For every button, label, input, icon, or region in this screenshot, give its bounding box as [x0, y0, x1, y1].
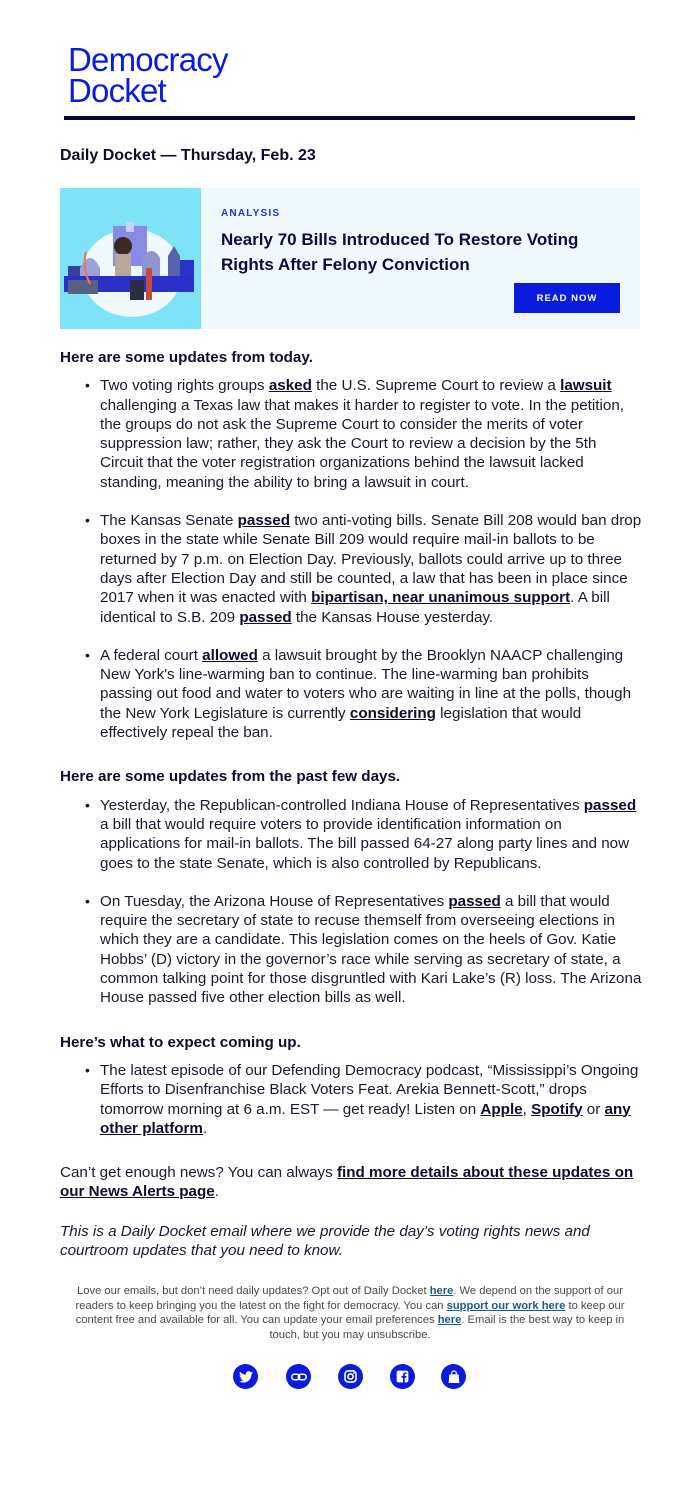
other-platform-link[interactable]: any other platform: [100, 1100, 631, 1137]
banner-illustration[interactable]: [60, 188, 201, 329]
considering-link[interactable]: considering: [349, 704, 436, 722]
social-links: [0, 1364, 700, 1390]
text: a bill that would require voters to provide identification information on applications for mail-in ballots. The bill passed 64-27 along party lines and now goes to the state Senate, which is also controlled by Republicans.: [100, 815, 630, 872]
email-body: [60, 348, 642, 1280]
passed-house-link[interactable]: passed: [239, 608, 292, 626]
list-item: [100, 892, 642, 1008]
facebook-icon: [396, 1370, 409, 1383]
link-button[interactable]: [286, 1364, 311, 1389]
header-divider: [64, 116, 635, 120]
list-item: [100, 646, 642, 742]
lawsuit-link[interactable]: lawsuit: [560, 377, 612, 395]
opt-out-link[interactable]: here: [429, 1285, 454, 1297]
text: . Email is the best way to keep in touch, but you may unsubscribe.: [269, 1314, 625, 1341]
past-updates-list: [60, 796, 642, 1008]
read-now-button[interactable]: READ NOW: [514, 283, 620, 313]
text: Can’t get enough news? You can always: [60, 1164, 337, 1182]
text: .: [214, 1183, 219, 1201]
text: Love our emails, but don’t need daily updates? Opt out of Daily Docket: [77, 1285, 430, 1297]
banner-headline[interactable]: Nearly 70 Bills Introduced To Restore Voting Rights After Felony Conviction: [221, 230, 579, 274]
twitter-button[interactable]: [233, 1364, 258, 1389]
text: The latest episode of our Defending Democracy podcast, “Mississippi’s Ongoing Efforts to Disenfranchise Black Voters Feat. Arekia Bennett-Scott,” drops tomorrow morning at 6 a.m. EST — get ready! Listen on: [100, 1061, 639, 1118]
bipartisan-support-link[interactable]: bipartisan, near unanimous support: [311, 589, 571, 607]
facebook-button[interactable]: [390, 1364, 415, 1389]
list-item: [100, 1061, 642, 1138]
text: legislation that would effectively repeal the ban.: [100, 704, 582, 742]
list-item: [100, 376, 642, 492]
support-link[interactable]: support our work here: [446, 1299, 566, 1312]
text: the U.S. Supreme Court to review a: [311, 377, 561, 395]
section-heading-today: Here are some updates from today.: [60, 349, 313, 366]
logo-line-2: Docket: [68, 72, 166, 109]
shop-bag-icon: [448, 1370, 460, 1384]
link-icon: [291, 1372, 307, 1382]
passed-link[interactable]: passed: [583, 796, 637, 814]
upcoming-list: [60, 1061, 642, 1138]
passed-link[interactable]: passed: [448, 892, 501, 910]
daily-docket-note: This is a Daily Docket email where we provide the day’s voting rights news and courtroom updates that you need to know.: [60, 1222, 590, 1259]
text: Two voting rights groups: [100, 377, 269, 395]
democracy-docket-logo[interactable]: [68, 41, 228, 109]
news-alerts-link[interactable]: find more details about these updates on our News Alerts page: [60, 1164, 634, 1201]
text: .: [202, 1119, 208, 1137]
page-title: Daily Docket — Thursday, Feb. 23: [60, 147, 316, 164]
collage-illustration-icon: [60, 188, 201, 329]
text: the Kansas House yesterday.: [291, 608, 494, 626]
logo-line-1: Democracy: [68, 41, 228, 78]
footer-text: [64, 1284, 636, 1342]
analysis-banner[interactable]: [60, 188, 640, 329]
text: On Tuesday, the Arizona House of Representatives: [100, 892, 449, 910]
preferences-link[interactable]: here: [437, 1314, 462, 1326]
section-heading-past-days: Here are some updates from the past few days.: [60, 768, 401, 786]
text: The Kansas Senate: [100, 512, 238, 530]
list-item: [100, 796, 642, 873]
list-item: [100, 511, 642, 627]
text: to keep our content free and available for all. You can update your email preferences: [75, 1299, 625, 1326]
text: Yesterday, the Republican-controlled Indiana House of Representatives: [100, 796, 584, 814]
allowed-link[interactable]: allowed: [202, 646, 258, 664]
text: ,: [522, 1100, 532, 1118]
instagram-icon: [344, 1370, 357, 1383]
passed-link[interactable]: passed: [237, 512, 290, 530]
section-heading-coming-up: Here’s what to expect coming up.: [60, 1033, 301, 1051]
shop-button[interactable]: [441, 1364, 466, 1389]
spotify-link[interactable]: Spotify: [531, 1100, 583, 1118]
text: a bill that would require the secretary of state to recuse themself from overseeing elections in which they are a candidate. This legislation comes on the heels of Gov. Katie Hobbs’ (D) victory in the governor’s race while serving as secretary of state, a common talking point for those disgruntled with Kari Lake’s (R) loss. The Arizona House passed five other election bills as well.: [100, 892, 642, 1007]
news-alerts-paragraph: [60, 1163, 642, 1202]
text: a lawsuit brought by the Brooklyn NAACP challenging New York's line-warming ban to continue. The line-warming ban prohibits passing out food and water to voters who are waiting in line at the polls, though the New York Legislature is currently: [100, 646, 632, 722]
text: . A bill identical to S.B. 209: [100, 589, 610, 626]
today-updates-list: [60, 376, 642, 742]
text: two anti-voting bills. Senate Bill 208 would ban drop boxes in the state while Senate Bill 209 would require mail-in ballots to be returned by 7 p.m. on Election Day. Previously, ballots could arrive up to three days after Election Day and still be counted, a law that has been in place since 2017 when it was enacted with: [100, 512, 642, 607]
text: or: [582, 1100, 605, 1118]
text: . We depend on the support of our readers to keep bringing you the latest on the fight for democracy. You can: [75, 1285, 623, 1312]
asked-link[interactable]: asked: [268, 377, 312, 395]
banner-eyebrow: ANALYSIS: [221, 208, 281, 219]
apple-link[interactable]: Apple: [480, 1100, 523, 1118]
instagram-button[interactable]: [338, 1364, 363, 1389]
twitter-icon: [239, 1371, 253, 1383]
text: challenging a Texas law that makes it harder to register to vote. In the petition, the groups do not ask the Supreme Court to consider the merits of voter suppression law; rather, they ask the Court to review a decision by the 5th Circuit that the voter registration organizations behind the lawsuit lacked standing, meaning the ability to bring a lawsuit in court.: [100, 396, 624, 491]
text: A federal court: [100, 646, 203, 664]
